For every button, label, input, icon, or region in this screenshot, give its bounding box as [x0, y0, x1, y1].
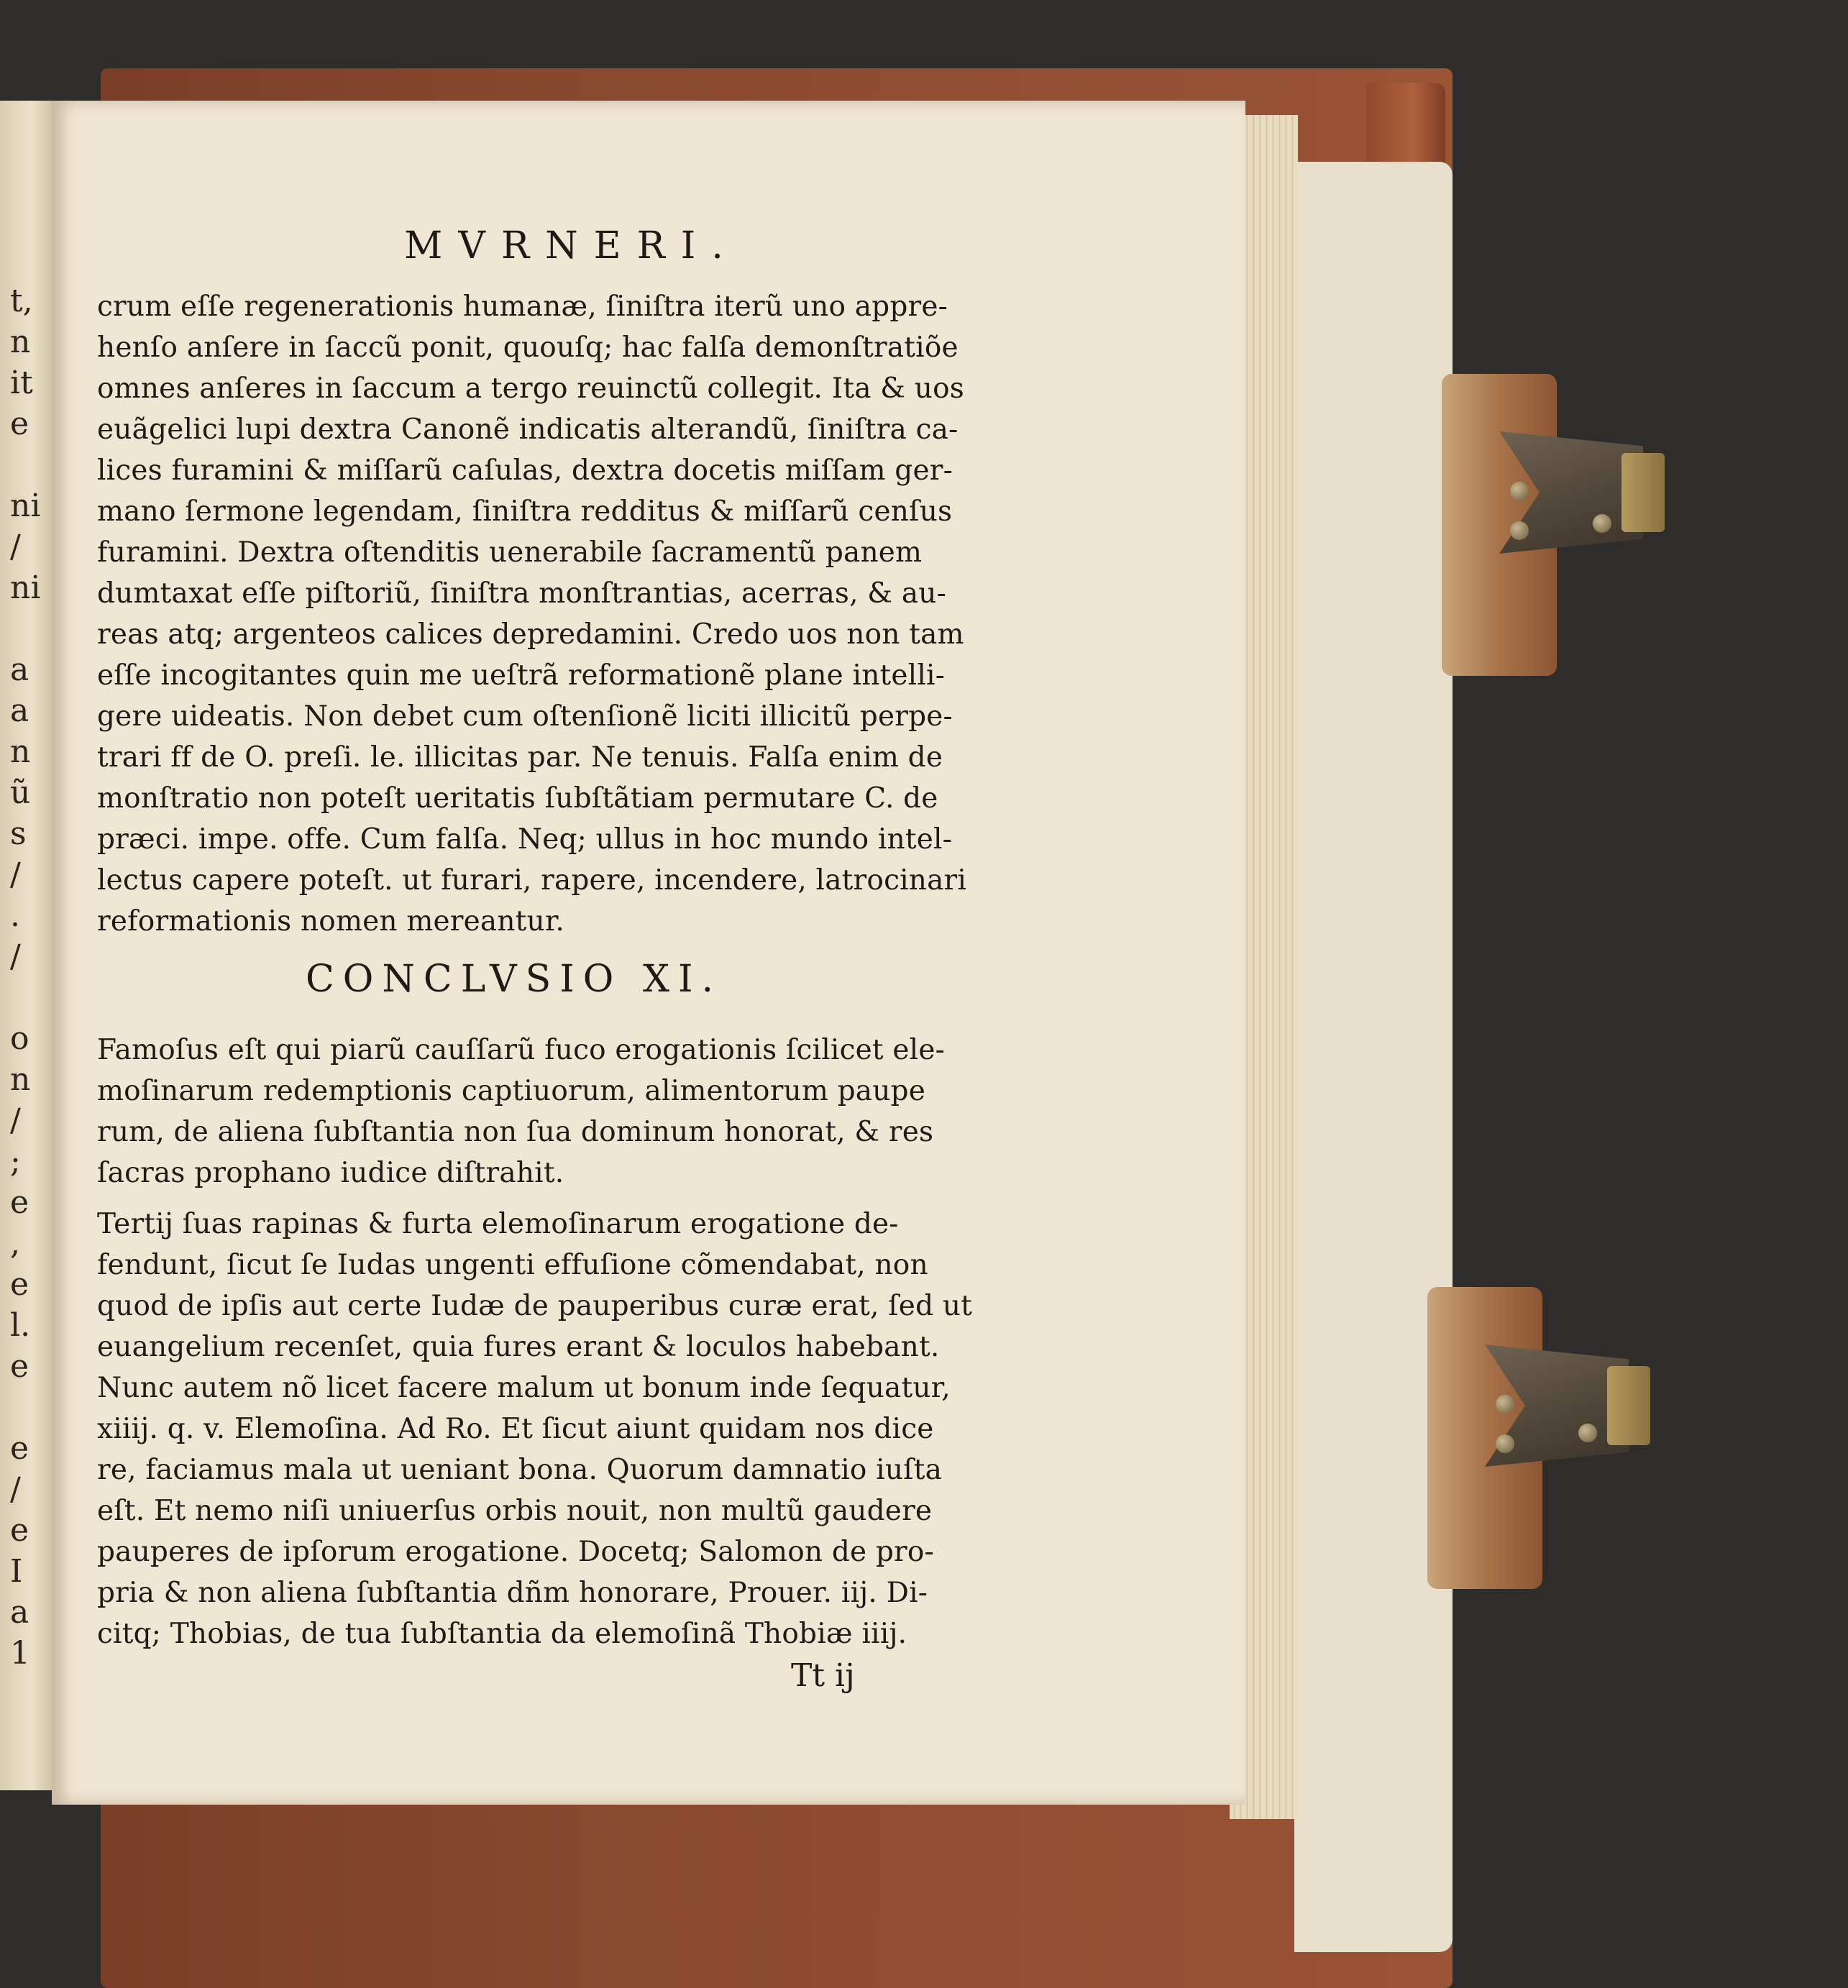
text-line: fendunt, ſicut ſe Iudas ungenti effuſione cõmendabat, non — [97, 1249, 928, 1281]
facing-page-edge — [0, 101, 58, 1790]
facing-page-fragment: e — [10, 1266, 29, 1303]
text-line: gere uideatis. Non debet cum oſtenſionẽ liciti illicitũ perpe‑ — [97, 700, 953, 733]
clasp-rivet — [1496, 1434, 1514, 1453]
text-line: crum eſſe regenerationis humanæ, ſiniſtra iterũ uno appre‑ — [97, 290, 948, 323]
facing-page-fragment: e — [10, 406, 29, 442]
upper-clasp — [1442, 374, 1679, 676]
facing-page-line-endings — [10, 280, 53, 1674]
text-line: lices furamini & miſſarũ caſulas, dextra docetis miſſam ger‑ — [97, 454, 953, 487]
facing-page-fragment: n — [10, 324, 31, 360]
facing-page-fragment: n — [10, 733, 31, 770]
facing-page-fragment: ni — [10, 569, 41, 606]
clasp-hinge — [1621, 453, 1665, 532]
signature-mark: Tt ij — [791, 1657, 855, 1694]
running-head: MVRNERI. — [404, 224, 739, 267]
text-line: pria & non aliena ſubſtantia dñm honorare, Prouer. iij. Di‑ — [97, 1577, 928, 1609]
paragraph-2 — [97, 1030, 960, 1194]
facing-page-fragment: I — [10, 1553, 23, 1590]
text-line: lectus capere poteſt. ut furari, rapere, incendere, latrocinari — [97, 864, 967, 897]
facing-page-fragment: a — [10, 1594, 29, 1631]
facing-page-fragment — [10, 608, 53, 649]
text-line: moſinarum redemptionis captiuorum, alimentorum paupe — [97, 1075, 926, 1107]
paragraph-1 — [97, 286, 967, 942]
facing-page-fragment — [10, 444, 53, 485]
facing-page-fragment: ũ — [10, 774, 31, 811]
clasp-rivet — [1510, 482, 1529, 500]
facing-page-fragment: a — [10, 651, 29, 688]
text-line: monſtratio non poteſt ueritatis ſubſtãtiam permutare C. de — [97, 782, 938, 815]
paragraph-3 — [97, 1204, 973, 1654]
text-line: ſacras prophano iudice diſtrahit. — [97, 1157, 564, 1189]
text-line: reas atq; argenteos calices depredamini. Credo uos non tam — [97, 618, 964, 651]
text-line: re, faciamus mala ut ueniant bona. Quorum damnatio iuſta — [97, 1454, 943, 1486]
page-text-block — [97, 223, 973, 1698]
facing-page-fragment: , — [10, 1225, 20, 1262]
text-line: furamini. Dextra oſtenditis uenerabile ſacramentũ panem — [97, 536, 923, 569]
text-line: Nunc autem nõ licet facere malum ut bonum inde ſequatur, — [97, 1372, 951, 1404]
lower-clasp — [1427, 1287, 1665, 1589]
facing-page-fragment: / — [10, 528, 21, 565]
facing-page-fragment: e — [10, 1430, 29, 1467]
facing-page-fragment: e — [10, 1184, 29, 1221]
clasp-hinge — [1607, 1366, 1650, 1445]
text-line: mano ſermone legendam, ſiniſtra redditus & miſſarũ cenſus — [97, 495, 953, 528]
facing-page-fragment: / — [10, 938, 21, 975]
facing-page-fragment: . — [10, 897, 20, 934]
facing-page-fragment: ni — [10, 487, 41, 524]
facing-page-fragment: s — [10, 815, 27, 852]
facing-page-fragment: t, — [10, 283, 33, 319]
facing-page-fragment: / — [10, 1102, 21, 1139]
clasp-rivet — [1510, 521, 1529, 540]
text-line: henſo anſere in ſaccũ ponit, quouſq; hac falſa demonſtratiõe — [97, 331, 959, 364]
text-line: pauperes de ipſorum erogatione. Docetq; Salomon de pro‑ — [97, 1536, 934, 1568]
facing-page-fragment: it — [10, 365, 33, 401]
text-line: xiiij. q. v. Elemoſina. Ad Ro. Et ſicut aiunt quidam nos dice — [97, 1413, 934, 1445]
facing-page-fragment: / — [10, 856, 21, 893]
text-line: dumtaxat eſſe piſtoriũ, ſiniſtra monſtrantias, acerras, & au‑ — [97, 577, 946, 610]
facing-page-fragment: a — [10, 692, 29, 729]
facing-page-fragment: / — [10, 1471, 21, 1508]
facing-page-fragment — [10, 977, 53, 1018]
facing-page-fragment: n — [10, 1061, 31, 1098]
text-line: euangelium recenſet, quia fures erant & loculos habebant. — [97, 1331, 940, 1363]
text-line: Tertij ſuas rapinas & furta elemoſinarum erogatione de‑ — [97, 1208, 899, 1240]
text-line: Famoſus eſt qui piarũ cauſſarũ fuco erogationis ſcilicet ele‑ — [97, 1034, 945, 1066]
clasp-rivet — [1578, 1424, 1597, 1442]
facing-page-fragment: l. — [10, 1307, 31, 1344]
text-line: præci. impe. offe. Cum falſa. Neq; ullus in hoc mundo intel‑ — [97, 823, 953, 856]
facing-page-fragment: 1 — [10, 1635, 30, 1672]
text-line: citq; Thobias, de tua ſubſtantia da elemoſinã Thobiæ iiij. — [97, 1618, 907, 1650]
text-line: eſt. Et nemo niſi uniuerſus orbis nouit, non multũ gaudere — [97, 1495, 933, 1527]
text-line: euãgelici lupi dextra Canonẽ indicatis alterandũ, ſiniſtra ca‑ — [97, 413, 959, 446]
facing-page-fragment: e — [10, 1348, 29, 1385]
clasp-rivet — [1496, 1395, 1514, 1414]
text-line: reformationis nomen mereantur. — [97, 905, 565, 938]
facing-page-fragment — [10, 1387, 53, 1428]
text-line: trari ff de O. preſi. le. illicitas par. Ne tenuis. Falſa enim de — [97, 741, 943, 774]
facing-page-fragment: e — [10, 1512, 29, 1549]
conclusion-heading: CONCLVSIO XI. — [306, 958, 723, 1001]
facing-page-fragment: ; — [10, 1143, 21, 1180]
text-line: quod de ipſis aut certe Iudæ de pauperibus curæ erat, ſed ut — [97, 1290, 973, 1322]
clasp-rivet — [1593, 514, 1611, 533]
text-line: omnes anſeres in ſaccum a tergo reuinctũ collegit. Ita & uos — [97, 372, 964, 405]
facing-page-fragment: o — [10, 1020, 29, 1057]
pastedown-leaf — [1294, 162, 1453, 1952]
text-line: rum, de aliena ſubſtantia non ſua dominum honorat, & res — [97, 1116, 934, 1148]
text-line: eſſe incogitantes quin me ueſtrã reformationẽ plane intelli‑ — [97, 659, 946, 692]
